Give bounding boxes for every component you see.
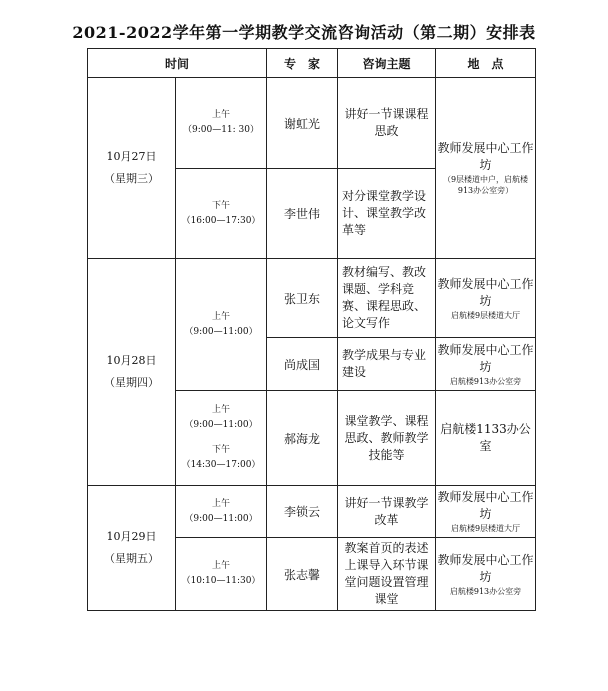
place-cell xyxy=(436,338,536,391)
time-cell xyxy=(176,486,267,538)
time-cell xyxy=(176,391,267,486)
place-note: 启航楼9层楼道大厅 xyxy=(450,310,521,320)
time-cell xyxy=(176,538,267,611)
expert-name: 郝海龙 xyxy=(267,391,338,486)
slot-label: 上午 xyxy=(212,110,231,120)
time-cell xyxy=(176,169,267,259)
date-cell xyxy=(88,78,176,259)
hours-label: （9:00—11:00） xyxy=(184,513,258,524)
slot-label: 上午 xyxy=(212,498,231,509)
table-row xyxy=(88,259,536,338)
table-row xyxy=(88,486,536,538)
hours-label: （9:00—11:00） xyxy=(184,326,258,337)
slot-label: 上午 xyxy=(212,311,231,322)
place-cell xyxy=(436,486,536,538)
place-main: 教师发展中心工作坊 xyxy=(437,490,534,521)
date-label: 10月29日 xyxy=(106,530,157,543)
schedule-table xyxy=(87,48,536,611)
place-cell xyxy=(436,538,536,611)
header-expert: 专 家 xyxy=(267,49,338,78)
place-note: 启航楼913办公室旁 xyxy=(449,586,522,596)
date-label: 10月27日 xyxy=(106,150,157,163)
place-main: 教师发展中心工作坊 xyxy=(437,552,534,584)
hours-label: （10:10—11:30） xyxy=(181,576,261,586)
expert-name: 张卫东 xyxy=(267,259,338,338)
weekday-label: （星期三） xyxy=(104,172,159,185)
expert-name: 谢虹光 xyxy=(267,78,338,169)
time-cell xyxy=(176,259,267,391)
date-cell xyxy=(88,486,176,611)
hours-label: （14:30—17:00） xyxy=(181,460,261,470)
topic-cell: 对分课堂教学设计、课堂教学改革等 xyxy=(338,169,436,259)
time-cell xyxy=(176,78,267,169)
topic-cell: 讲好一节课教学改革 xyxy=(338,486,436,538)
topic-cell: 教学成果与专业建设 xyxy=(338,338,436,391)
header-place: 地 点 xyxy=(436,49,536,78)
place-main: 教师发展中心工作坊 xyxy=(437,276,534,308)
topic-cell: 教案首页的表述上课导入环节课堂问题设置管理课堂 xyxy=(338,538,436,611)
topic-cell: 课堂教学、课程思政、教师教学技能等 xyxy=(338,391,436,486)
slot-label: 上午 xyxy=(212,561,231,571)
weekday-label: （星期五） xyxy=(104,552,159,565)
place-cell xyxy=(436,259,536,338)
place-main: 教师发展中心工作坊 xyxy=(437,342,534,374)
place-note: 启航楼9层楼道大厅 xyxy=(450,524,521,533)
hours-label: （16:00—17:30） xyxy=(181,215,261,226)
slot-label: 下午 xyxy=(212,445,231,455)
place-main: 启航楼1133办公室 xyxy=(440,422,531,453)
header-row xyxy=(88,49,536,78)
place-main: 教师发展中心工作坊 xyxy=(437,141,534,172)
place-cell xyxy=(436,78,536,259)
date-cell xyxy=(88,259,176,486)
topic-cell: 讲好一节课课程思政 xyxy=(338,78,436,169)
table-row xyxy=(88,78,536,169)
hours-label: （9:00—11: 30） xyxy=(183,125,260,135)
topic-cell: 教材编写、教改课题、学科竞赛、课程思政、论文写作 xyxy=(338,259,436,338)
expert-name: 李锁云 xyxy=(267,486,338,538)
slot-label: 上午 xyxy=(212,405,231,415)
weekday-label: （星期四） xyxy=(104,376,159,389)
page-title: 2021-2022学年第一学期教学交流咨询活动（第二期）安排表 xyxy=(72,23,536,42)
place-note: （9层楼道中户，启航楼913办公室旁） xyxy=(442,175,529,195)
hours-label: （9:00—11:00） xyxy=(184,420,258,430)
expert-name: 李世伟 xyxy=(267,169,338,259)
header-time: 时间 xyxy=(88,49,267,78)
expert-name: 张志馨 xyxy=(267,538,338,611)
slot-label: 下午 xyxy=(212,200,231,211)
date-label: 10月28日 xyxy=(106,354,157,367)
header-topic: 咨询主题 xyxy=(338,49,436,78)
place-note: 启航楼913办公室旁 xyxy=(449,376,522,386)
place-cell xyxy=(436,391,536,486)
expert-name: 尚成国 xyxy=(267,338,338,391)
